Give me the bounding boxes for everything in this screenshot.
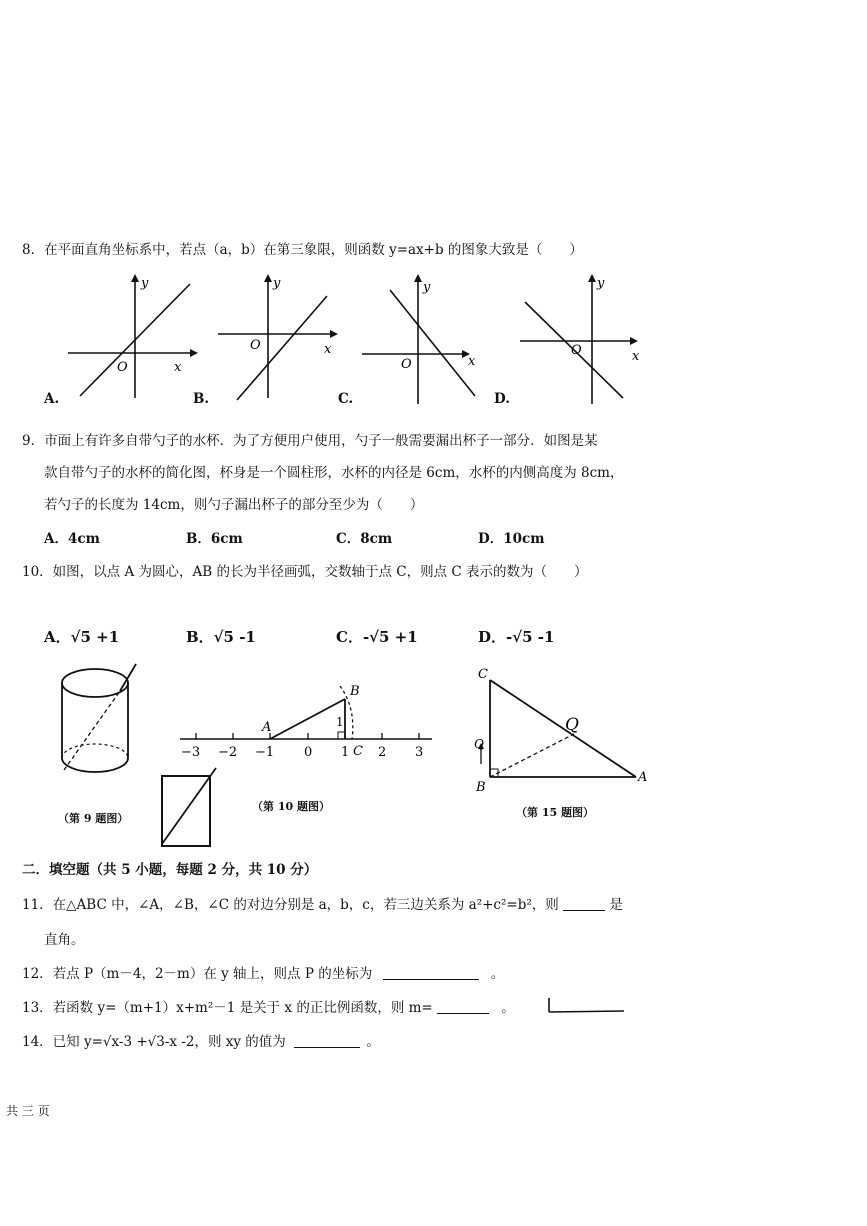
graph-b-origin: O <box>250 338 261 353</box>
tick-label-neg2: −2 <box>218 745 238 760</box>
fig15-point-a: A <box>638 770 648 785</box>
question-10-text: 10．如图，以点 A 为圆心，AB 的长为半径画弧，交数轴于点 C，则点 C 表示的数为（ ） <box>22 564 588 580</box>
question-11-line-1 <box>22 893 623 913</box>
segment-length-label: 1 <box>336 715 344 729</box>
question-11-text: 11．在△ABC 中，∠A，∠B，∠C 的对边分别是 a，b，c，若三边关系为 a²+c²=b²，则 <box>22 897 559 913</box>
tick-label-neg3: −3 <box>181 745 201 760</box>
q8-option-c: C. <box>338 391 354 407</box>
question-13-blank[interactable] <box>437 999 489 1014</box>
graph-a-x-label: x <box>174 360 182 375</box>
graph-d-origin: O <box>571 343 582 358</box>
question-9-line-3: 若勺子的长度为 14cm，则勺子漏出杯子的部分至少为（ ） <box>44 497 424 513</box>
question-11-blank[interactable] <box>563 896 605 911</box>
question-13-end: 。 <box>501 1000 515 1016</box>
point-c-label: C <box>353 744 363 759</box>
point-a-label: A <box>262 720 272 735</box>
graph-d-y-label: y <box>597 276 605 291</box>
question-11-tail: 是 <box>609 897 623 913</box>
figure-15-triangle <box>468 662 658 797</box>
q10-option-a: A．√5 +1 <box>44 628 120 646</box>
question-11-line-2: 直角。 <box>44 932 85 948</box>
section-2-title: 二．填空题（共 5 小题，每题 2 分，共 10 分） <box>22 862 318 878</box>
graph-c <box>362 274 476 404</box>
q9-option-c: C．8cm <box>336 531 393 547</box>
graph-c-origin: O <box>401 357 412 372</box>
graph-b-x-label: x <box>324 342 332 357</box>
tick-label-1: 1 <box>341 745 350 760</box>
question-12-end: 。 <box>490 966 505 982</box>
graph-c-y-label: y <box>423 280 431 295</box>
question-13-text: 13．若函数 y=（m+1）x+m²－1 是关于 x 的正比例函数，则 m= <box>22 1000 433 1016</box>
tick-label-0: 0 <box>304 745 313 760</box>
tick-label-neg1: −1 <box>255 745 275 760</box>
graph-c-x-label: x <box>468 354 476 369</box>
tick-label-3: 3 <box>415 745 424 760</box>
graph-d <box>520 274 640 404</box>
graph-b <box>218 274 338 400</box>
q9-option-d: D．10cm <box>478 531 545 547</box>
fig15-point-b: B <box>476 780 486 795</box>
fig15-point-q: Q <box>474 737 484 751</box>
q10-option-d: D．-√5 -1 <box>478 628 555 646</box>
handwritten-mark <box>546 996 630 1016</box>
q10-option-c: C．-√5 +1 <box>336 628 418 646</box>
figure-9-caption: （第 9 题图） <box>58 812 129 825</box>
question-14 <box>22 1030 380 1050</box>
q8-option-a: A. <box>44 391 60 407</box>
figure-15-caption: （第 15 题图） <box>516 806 594 819</box>
tick-label-2: 2 <box>378 745 387 760</box>
question-12 <box>22 962 504 982</box>
number-line-ticks <box>196 733 419 739</box>
fig15-point-q-hand: Q <box>565 715 579 735</box>
question-14-blank[interactable] <box>294 1033 360 1048</box>
question-12-blank[interactable] <box>383 965 479 980</box>
question-8-text: 8．在平面直角坐标系中，若点（a，b）在第三象限，则函数 y=ax+b 的图象大致是（ ） <box>22 242 583 258</box>
graph-b-y-label: y <box>273 276 281 291</box>
question-12-text: 12．若点 P（m－4，2－m）在 y 轴上，则点 P 的坐标为 <box>22 966 373 982</box>
question-9-line-2: 款自带勺子的水杯的简化图，杯身是一个圆柱形，水杯的内径是 6cm，水杯的内侧高度为 8cm， <box>44 465 624 481</box>
fig15-point-c: C <box>478 667 488 682</box>
graph-a <box>68 274 198 398</box>
page-footer: 共 三 页 <box>6 1104 50 1118</box>
graph-a-y-label: y <box>141 276 149 291</box>
figure-10-number-line <box>176 676 438 768</box>
graph-d-x-label: x <box>632 349 640 364</box>
q8-option-b: B. <box>193 391 210 407</box>
q8-option-d: D. <box>494 391 510 407</box>
q10-option-b: B．√5 -1 <box>186 628 256 646</box>
question-9-line-1: 9．市面上有许多自带勺子的水杯．为了方便用户使用，勺子一般需要漏出杯子一部分．如图是某 <box>22 433 598 449</box>
question-13 <box>22 996 515 1016</box>
graph-a-origin: O <box>117 360 128 375</box>
figure-10-caption: （第 10 题图） <box>252 800 330 813</box>
q9-option-b: B．6cm <box>186 531 243 547</box>
question-14-end: 。 <box>366 1034 380 1050</box>
point-b-label: B <box>350 684 360 699</box>
question-14-text: 14．已知 y=√x-3 +√3-x -2，则 xy 的值为 <box>22 1034 286 1050</box>
q9-option-a: A．4cm <box>44 531 100 547</box>
